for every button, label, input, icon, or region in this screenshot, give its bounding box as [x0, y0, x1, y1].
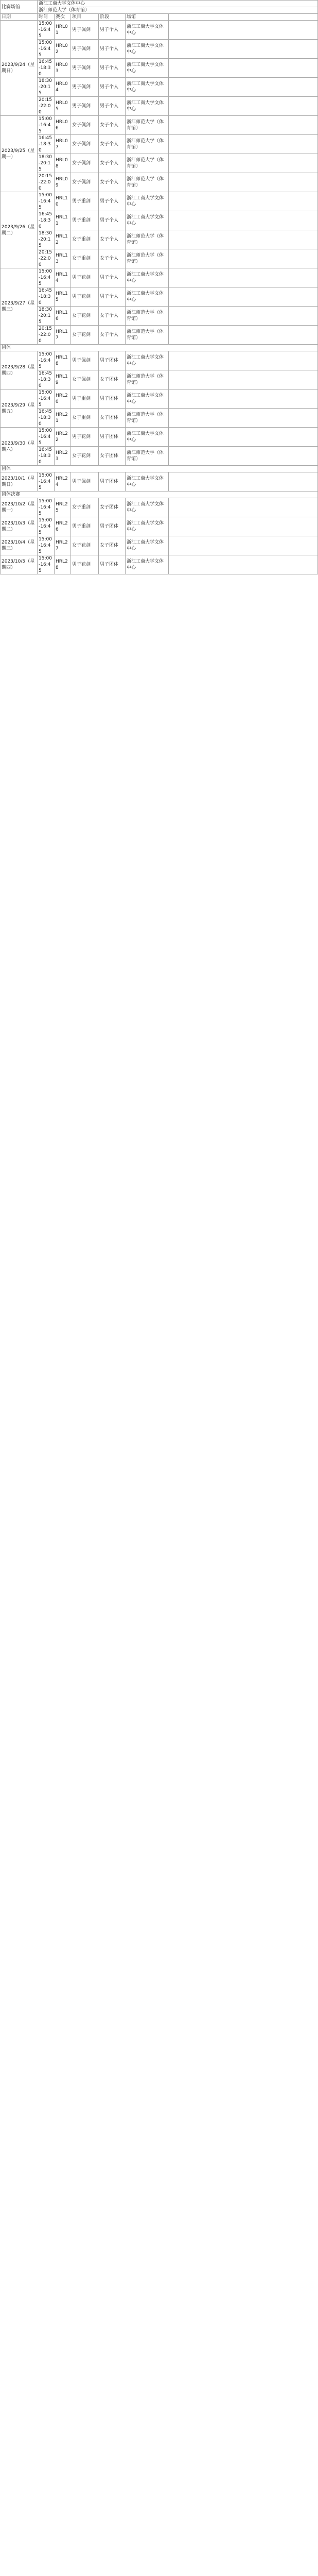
- match-blank: [169, 287, 318, 307]
- match-event: 男子佩剑: [71, 78, 99, 97]
- match-venue: 浙江工商大学文体中心: [126, 287, 169, 307]
- match-event: 男子佩剑: [71, 59, 99, 78]
- match-blank: [169, 517, 318, 536]
- match-race: HRL25: [55, 498, 71, 517]
- match-blank: [169, 154, 318, 173]
- match-venue: 浙江工商大学文体中心: [126, 472, 169, 492]
- match-event: 男子佩剑: [71, 21, 99, 40]
- match-time: 15:00-16:45: [38, 517, 55, 536]
- match-event: 男子重剑: [71, 389, 99, 409]
- match-blank: [169, 59, 318, 78]
- match-stage: 女子个人: [99, 326, 126, 345]
- match-blank: [169, 78, 318, 97]
- match-event: 女子花剑: [71, 447, 99, 466]
- match-venue: 浙江师范大学（体育馆）: [126, 307, 169, 326]
- match-row: [1, 211, 318, 230]
- match-row: [1, 78, 318, 97]
- match-event: 女子佩剑: [71, 370, 99, 389]
- match-row: [1, 498, 318, 517]
- match-stage: 男子个人: [99, 40, 126, 59]
- match-stage: 男子团体: [99, 351, 126, 370]
- match-event: 女子重剑: [71, 409, 99, 428]
- match-time: 16:45-18:30: [38, 211, 55, 230]
- match-row: [1, 326, 318, 345]
- match-blank: [169, 173, 318, 192]
- section-row: [1, 345, 318, 351]
- match-row: [1, 472, 318, 492]
- match-time: 15:00-16:45: [38, 555, 55, 574]
- schedule-document: [0, 0, 318, 574]
- match-stage: 女子团体: [99, 536, 126, 555]
- match-race: HRL24: [55, 472, 71, 492]
- match-venue: 浙江工商大学文体中心: [126, 428, 169, 447]
- match-race: HRL23: [55, 447, 71, 466]
- match-time: 15:00-16:45: [38, 472, 55, 492]
- match-time: 16:45-18:30: [38, 135, 55, 154]
- match-race: HRL05: [55, 97, 71, 116]
- match-race: HRL08: [55, 154, 71, 173]
- day-date: 2023/9/30（星期六）: [1, 428, 38, 466]
- match-race: HRL19: [55, 370, 71, 389]
- match-row: [1, 389, 318, 409]
- match-race: HRL10: [55, 192, 71, 211]
- match-race: HRL14: [55, 268, 71, 287]
- match-blank: [169, 135, 318, 154]
- match-blank: [169, 555, 318, 574]
- col-date: 日期: [1, 14, 38, 21]
- match-event: 男子佩剑: [71, 351, 99, 370]
- match-stage: 男子团体: [99, 472, 126, 492]
- match-time: 20:15-22:00: [38, 326, 55, 345]
- match-blank: [169, 268, 318, 287]
- match-venue: 浙江师范大学（体育馆）: [126, 135, 169, 154]
- match-venue: 浙江工商大学文体中心: [126, 268, 169, 287]
- match-time: 16:45-18:30: [38, 409, 55, 428]
- match-row: [1, 536, 318, 555]
- match-stage: 男子个人: [99, 211, 126, 230]
- match-race: HRL28: [55, 555, 71, 574]
- match-race: HRL09: [55, 173, 71, 192]
- match-blank: [169, 389, 318, 409]
- match-row: [1, 370, 318, 389]
- match-race: HRL26: [55, 517, 71, 536]
- day-date: 2023/9/29（星期五）: [1, 389, 38, 428]
- match-blank: [169, 249, 318, 268]
- match-row: [1, 268, 318, 287]
- match-event: 女子佩剑: [71, 116, 99, 135]
- match-race: HRL12: [55, 230, 71, 249]
- match-time: 15:00-16:45: [38, 351, 55, 370]
- match-time: 15:00-16:45: [38, 268, 55, 287]
- match-blank: [169, 409, 318, 428]
- match-time: 15:00-16:45: [38, 428, 55, 447]
- match-venue: 浙江工商大学文体中心: [126, 536, 169, 555]
- match-event: 男子佩剑: [71, 472, 99, 492]
- day-date: 2023/10/3（星期二）: [1, 517, 38, 536]
- match-stage: 女子个人: [99, 154, 126, 173]
- match-event: 男子重剑: [71, 517, 99, 536]
- match-venue: 浙江师范大学（体育馆）: [126, 249, 169, 268]
- match-time: 16:45-18:30: [38, 59, 55, 78]
- match-time: 16:45-18:30: [38, 370, 55, 389]
- match-race: HRL01: [55, 21, 71, 40]
- match-event: 女子重剑: [71, 249, 99, 268]
- match-venue: 浙江师范大学（体育馆）: [126, 326, 169, 345]
- match-event: 女子佩剑: [71, 154, 99, 173]
- match-event: 女子佩剑: [71, 173, 99, 192]
- match-row: [1, 409, 318, 428]
- match-venue: 浙江工商大学文体中心: [126, 59, 169, 78]
- header-venue-top: 浙江工商大学文体中心: [38, 1, 318, 7]
- match-event: 女子重剑: [71, 498, 99, 517]
- match-row: [1, 192, 318, 211]
- col-venue: 场馆: [126, 14, 169, 21]
- section-row: [1, 492, 318, 498]
- day-date: 2023/9/28（星期四）: [1, 351, 38, 389]
- match-row: [1, 307, 318, 326]
- match-race: HRL18: [55, 351, 71, 370]
- match-row: [1, 447, 318, 466]
- match-race: HRL15: [55, 287, 71, 307]
- match-stage: 男子个人: [99, 192, 126, 211]
- match-blank: [169, 536, 318, 555]
- match-stage: 女子个人: [99, 116, 126, 135]
- match-blank: [169, 116, 318, 135]
- match-time: 20:15-22:00: [38, 173, 55, 192]
- match-blank: [169, 326, 318, 345]
- match-event: 男子花剑: [71, 268, 99, 287]
- header-row-venue: [1, 1, 318, 7]
- match-venue: 浙江师范大学（体育馆）: [126, 370, 169, 389]
- match-time: 18:30-20:15: [38, 154, 55, 173]
- match-venue: 浙江工商大学文体中心: [126, 389, 169, 409]
- match-time: 20:15-22:00: [38, 249, 55, 268]
- schedule-body: [1, 1, 318, 574]
- col-event: 项目: [71, 14, 99, 21]
- match-stage: 男子个人: [99, 97, 126, 116]
- match-venue: 浙江师范大学（体育馆）: [126, 116, 169, 135]
- match-blank: [169, 447, 318, 466]
- day-date: 2023/9/27（星期三）: [1, 268, 38, 345]
- match-venue: 浙江工商大学文体中心: [126, 211, 169, 230]
- match-event: 女子花剑: [71, 307, 99, 326]
- match-row: [1, 351, 318, 370]
- match-venue: 浙江师范大学（体育馆）: [126, 409, 169, 428]
- match-venue: 浙江工商大学文体中心: [126, 40, 169, 59]
- match-row: [1, 287, 318, 307]
- match-event: 男子佩剑: [71, 40, 99, 59]
- schedule-table: [0, 0, 318, 574]
- match-time: 20:15-22:00: [38, 97, 55, 116]
- match-time: 15:00-16:45: [38, 389, 55, 409]
- match-time: 16:45-18:30: [38, 447, 55, 466]
- match-stage: 女子个人: [99, 173, 126, 192]
- match-race: HRL06: [55, 116, 71, 135]
- match-event: 女子花剑: [71, 536, 99, 555]
- match-event: 女子佩剑: [71, 135, 99, 154]
- match-stage: 女子团体: [99, 447, 126, 466]
- match-stage: 男子团体: [99, 555, 126, 574]
- match-stage: 女子个人: [99, 230, 126, 249]
- col-stage: 阶段: [99, 14, 126, 21]
- day-date: 2023/9/25（星期一）: [1, 116, 38, 192]
- match-time: 15:00-16:45: [38, 116, 55, 135]
- match-row: [1, 230, 318, 249]
- match-stage: 男子个人: [99, 268, 126, 287]
- match-blank: [169, 230, 318, 249]
- header-venue-sub: 浙江师范大学（体育馆）: [38, 7, 318, 14]
- match-venue: 浙江工商大学文体中心: [126, 498, 169, 517]
- match-event: 男子佩剑: [71, 97, 99, 116]
- match-time: 18:30-20:15: [38, 78, 55, 97]
- day-date: 2023/10/4（星期三）: [1, 536, 38, 555]
- match-stage: 男子团体: [99, 389, 126, 409]
- section-label: 团体: [1, 466, 318, 472]
- match-row: [1, 40, 318, 59]
- match-race: HRL03: [55, 59, 71, 78]
- match-row: [1, 249, 318, 268]
- match-venue: 浙江工商大学文体中心: [126, 21, 169, 40]
- match-row: [1, 116, 318, 135]
- match-blank: [169, 97, 318, 116]
- match-venue: 浙江工商大学文体中心: [126, 192, 169, 211]
- match-row: [1, 135, 318, 154]
- match-time: 15:00-16:45: [38, 192, 55, 211]
- match-time: 15:00-16:45: [38, 21, 55, 40]
- match-race: HRL27: [55, 536, 71, 555]
- match-event: 女子花剑: [71, 326, 99, 345]
- match-time: 18:30-20:15: [38, 230, 55, 249]
- day-date: 2023/10/5（星期四）: [1, 555, 38, 574]
- day-date: 2023/9/26（星期二）: [1, 192, 38, 268]
- match-blank: [169, 472, 318, 492]
- match-blank: [169, 40, 318, 59]
- match-blank: [169, 351, 318, 370]
- col-time: 时间: [38, 14, 55, 21]
- match-row: [1, 428, 318, 447]
- section-label: 团体决赛: [1, 492, 318, 498]
- match-event: 男子花剑: [71, 555, 99, 574]
- match-row: [1, 97, 318, 116]
- match-stage: 男子团体: [99, 428, 126, 447]
- match-blank: [169, 307, 318, 326]
- match-venue: 浙江工商大学文体中心: [126, 555, 169, 574]
- match-venue: 浙江工商大学文体中心: [126, 351, 169, 370]
- day-date: 2023/10/2（星期一）: [1, 498, 38, 517]
- header-label: 比赛场馆: [1, 1, 38, 14]
- section-row: [1, 466, 318, 472]
- match-stage: 男子个人: [99, 59, 126, 78]
- match-venue: 浙江工商大学文体中心: [126, 78, 169, 97]
- match-event: 男子花剑: [71, 287, 99, 307]
- match-stage: 女子团体: [99, 370, 126, 389]
- match-row: [1, 517, 318, 536]
- col-race: 赛次: [55, 14, 71, 21]
- match-stage: 男子团体: [99, 517, 126, 536]
- match-stage: 女子个人: [99, 307, 126, 326]
- match-row: [1, 154, 318, 173]
- match-stage: 女子团体: [99, 498, 126, 517]
- match-race: HRL21: [55, 409, 71, 428]
- match-stage: 男子个人: [99, 287, 126, 307]
- match-venue: 浙江师范大学（体育馆）: [126, 230, 169, 249]
- match-race: HRL17: [55, 326, 71, 345]
- match-blank: [169, 192, 318, 211]
- column-header-row: [1, 14, 318, 21]
- match-time: 15:00-16:45: [38, 498, 55, 517]
- match-race: HRL16: [55, 307, 71, 326]
- match-row: [1, 21, 318, 40]
- match-stage: 男子个人: [99, 78, 126, 97]
- match-race: HRL20: [55, 389, 71, 409]
- match-race: HRL11: [55, 211, 71, 230]
- match-race: HRL04: [55, 78, 71, 97]
- match-time: 18:30-20:15: [38, 307, 55, 326]
- match-event: 女子重剑: [71, 230, 99, 249]
- match-time: 16:45-18:30: [38, 287, 55, 307]
- match-event: 男子重剑: [71, 192, 99, 211]
- match-blank: [169, 370, 318, 389]
- match-row: [1, 59, 318, 78]
- match-race: HRL22: [55, 428, 71, 447]
- match-stage: 男子个人: [99, 21, 126, 40]
- match-blank: [169, 498, 318, 517]
- match-time: 15:00-16:45: [38, 40, 55, 59]
- match-race: HRL13: [55, 249, 71, 268]
- match-time: 15:00-16:45: [38, 536, 55, 555]
- match-event: 男子重剑: [71, 211, 99, 230]
- match-race: HRL02: [55, 40, 71, 59]
- match-venue: 浙江师范大学（体育馆）: [126, 154, 169, 173]
- day-date: 2023/10/1（星期日）: [1, 472, 38, 492]
- section-label: 团体: [1, 345, 318, 351]
- col-blank: [169, 14, 318, 21]
- match-stage: 女子个人: [99, 249, 126, 268]
- match-blank: [169, 21, 318, 40]
- match-stage: 女子个人: [99, 135, 126, 154]
- match-venue: 浙江师范大学（体育馆）: [126, 173, 169, 192]
- match-blank: [169, 428, 318, 447]
- match-venue: 浙江工商大学文体中心: [126, 517, 169, 536]
- match-row: [1, 555, 318, 574]
- match-venue: 浙江工商大学文体中心: [126, 97, 169, 116]
- match-venue: 浙江师范大学（体育馆）: [126, 447, 169, 466]
- match-event: 男子花剑: [71, 428, 99, 447]
- match-stage: 女子团体: [99, 409, 126, 428]
- match-blank: [169, 211, 318, 230]
- match-row: [1, 173, 318, 192]
- day-date: 2023/9/24（星期日）: [1, 21, 38, 116]
- match-race: HRL07: [55, 135, 71, 154]
- header-row-sub: [1, 7, 318, 14]
